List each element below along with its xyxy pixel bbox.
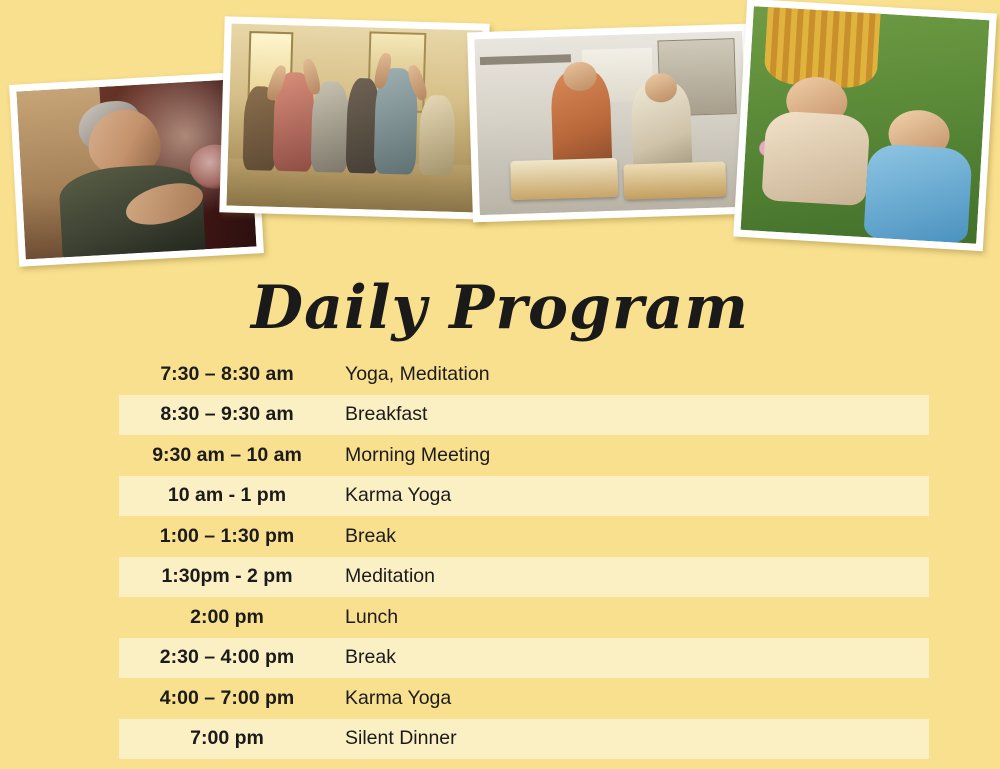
table-row [119,597,929,638]
photo-dancing-group [219,16,489,219]
schedule-activity: Breakfast [345,403,428,426]
schedule-activity: Break [345,524,396,547]
schedule-activity: Meditation [345,565,435,588]
table-row [119,476,929,517]
schedule-activity: Silent Dinner [345,727,457,750]
schedule-activity: Morning Meeting [345,443,491,466]
photo-kitchen-pastries [467,24,755,223]
table-row [119,719,929,760]
table-row [119,678,929,719]
photo-collage [0,0,1000,275]
schedule-activity: Karma Yoga [345,484,452,507]
schedule-time: 9:30 am – 10 am [152,443,302,466]
schedule-activity: Karma Yoga [345,686,452,709]
schedule-time: 10 am - 1 pm [167,484,287,507]
schedule-time: 4:00 – 7:00 pm [159,686,295,709]
photo-kitchen-pastries-image [474,31,747,215]
schedule-activity: Lunch [345,605,399,628]
page-title: Daily Program [251,273,749,343]
table-row [119,435,929,476]
schedule-time: 7:00 pm [190,727,264,750]
table-row [119,354,929,395]
daily-schedule-table [71,354,929,759]
schedule-activity: Break [345,646,396,669]
photo-women-on-grass-image [741,6,990,244]
table-row [119,557,929,598]
photo-dancing-group-image [227,24,483,213]
schedule-time: 8:30 – 9:30 am [160,403,294,426]
table-row [119,638,929,679]
table-row [119,516,929,557]
photo-women-on-grass [733,0,997,251]
schedule-time: 7:30 – 8:30 am [160,362,294,385]
schedule-time: 1:00 – 1:30 pm [159,524,295,547]
table-row [119,395,929,436]
schedule-time: 1:30pm - 2 pm [161,565,293,588]
schedule-time: 2:30 – 4:00 pm [159,646,295,669]
schedule-time: 2:00 pm [190,605,264,628]
schedule-activity: Yoga, Meditation [345,362,490,385]
